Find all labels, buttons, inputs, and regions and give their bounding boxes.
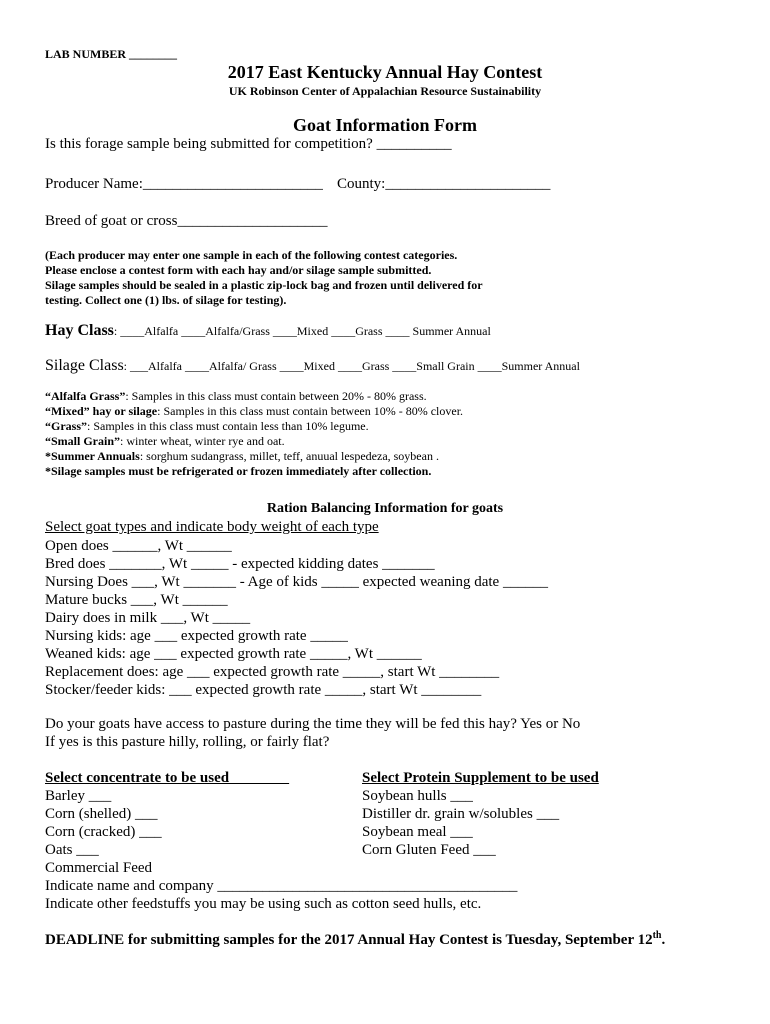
deadline-notice: DEADLINE for submitting samples for the 2017 Annual Hay Contest is Tuesday, September 12th. bbox=[45, 930, 666, 948]
instruction-line: (Each producer may enter one sample in each of the following contest categories. bbox=[45, 248, 458, 262]
name-company-field[interactable]: Indicate name and company ________________________________________ bbox=[45, 878, 518, 894]
hay-class-options[interactable]: : ____Alfalfa ____Alfalfa/Grass ____Mixed ____Grass ____ Summer Annual bbox=[113, 324, 491, 338]
ration-line-nursing-does[interactable]: Nursing Does ___, Wt _______ - Age of kids _____ expected weaning date ______ bbox=[45, 574, 548, 590]
ration-line-weaned-kids[interactable]: Weaned kids: age ___ expected growth rate _____, Wt ______ bbox=[45, 646, 422, 662]
concentrate-corn-cracked[interactable]: Corn (cracked) ___ bbox=[45, 824, 162, 840]
concentrate-barley[interactable]: Barley ___ bbox=[45, 788, 112, 804]
silage-class-label: Silage Class bbox=[45, 357, 124, 374]
protein-corn-gluten[interactable]: Corn Gluten Feed ___ bbox=[362, 842, 496, 858]
concentrate-heading: Select concentrate to be used bbox=[45, 770, 290, 786]
silage-class-options[interactable]: : ___Alfalfa ____Alfalfa/ Grass ____Mixed ____Grass ____Small Grain ____Summer Annual bbox=[123, 359, 580, 373]
ration-list[interactable] bbox=[45, 537, 548, 699]
protein-section[interactable] bbox=[362, 769, 599, 859]
breed-field[interactable]: Breed of goat or cross____________________ bbox=[45, 213, 328, 229]
ration-line-dairy-does[interactable]: Dairy does in milk ___, Wt _____ bbox=[45, 610, 251, 626]
form-title: Goat Information Form bbox=[293, 115, 477, 135]
instruction-line: Silage samples should be sealed in a plastic zip-lock bag and frozen until delivered for bbox=[45, 278, 483, 292]
concentrate-commercial-feed[interactable]: Commercial Feed bbox=[45, 860, 153, 876]
other-feedstuffs-field[interactable]: Indicate other feedstuffs you may be using such as cotton seed hulls, etc. bbox=[45, 896, 482, 912]
ration-line-replacement-does[interactable]: Replacement does: age ___ expected growth rate _____, start Wt ________ bbox=[45, 664, 500, 680]
concentrate-corn-shelled[interactable]: Corn (shelled) ___ bbox=[45, 806, 158, 822]
ration-line-open-does[interactable]: Open does ______, Wt ______ bbox=[45, 538, 232, 554]
contest-title: 2017 East Kentucky Annual Hay Contest bbox=[227, 62, 543, 82]
protein-heading: Select Protein Supplement to be used bbox=[362, 770, 599, 786]
protein-soybean-hulls[interactable]: Soybean hulls ___ bbox=[362, 788, 473, 804]
protein-soybean-meal[interactable]: Soybean meal ___ bbox=[362, 824, 473, 840]
ration-heading: Ration Balancing Information for goats bbox=[266, 501, 504, 516]
county-field[interactable]: County:______________________ bbox=[337, 176, 551, 192]
definition-line: “Small Grain”: winter wheat, winter rye and oat. bbox=[45, 434, 285, 448]
ration-line-nursing-kids[interactable]: Nursing kids: age ___ expected growth rate _____ bbox=[45, 628, 348, 644]
silage-class-row[interactable] bbox=[45, 357, 580, 375]
silage-note: *Silage samples must be refrigerated or frozen immediately after collection. bbox=[45, 464, 432, 478]
definition-line: *Summer Annuals: sorghum sudangrass, millet, teff, anuual lespedeza, soybean . bbox=[45, 449, 439, 463]
concentrate-oats[interactable]: Oats ___ bbox=[45, 842, 99, 858]
hay-class-row[interactable] bbox=[45, 322, 491, 340]
pasture-questions[interactable] bbox=[45, 715, 580, 751]
hay-class-label: Hay Class bbox=[45, 322, 114, 339]
pasture-access-question[interactable]: Do your goats have access to pasture during the time they will be fed this hay? Yes or No bbox=[45, 716, 581, 732]
ration-subheading: Select goat types and indicate body weight of each type bbox=[45, 519, 379, 535]
competition-question[interactable]: Is this forage sample being submitted for competition? __________ bbox=[45, 136, 452, 152]
definition-line: “Grass”: Samples in this class must contain less than 10% legume. bbox=[45, 419, 369, 433]
lab-number: LAB NUMBER ________ bbox=[45, 47, 178, 61]
ration-line-mature-bucks[interactable]: Mature bucks ___, Wt ______ bbox=[45, 592, 228, 608]
contest-subtitle: UK Robinson Center of Appalachian Resource Sustainability bbox=[228, 84, 542, 98]
class-definitions bbox=[45, 389, 463, 479]
definition-line: “Alfalfa Grass”: Samples in this class must contain between 20% - 80% grass. bbox=[45, 389, 427, 403]
protein-distiller-grain[interactable]: Distiller dr. grain w/solubles ___ bbox=[362, 806, 560, 822]
ration-line-stocker-kids[interactable]: Stocker/feeder kids: ___ expected growth rate _____, start Wt ________ bbox=[45, 682, 482, 698]
ration-line-bred-does[interactable]: Bred does _______, Wt _____ - expected kidding dates _______ bbox=[45, 556, 435, 572]
instruction-line: Please enclose a contest form with each hay and/or silage sample submitted. bbox=[45, 263, 432, 277]
pasture-terrain-question[interactable]: If yes is this pasture hilly, rolling, or fairly flat? bbox=[45, 734, 330, 750]
instructions bbox=[45, 248, 483, 308]
instruction-line: testing. Collect one (1) lbs. of silage for testing). bbox=[45, 293, 287, 307]
producer-name-field[interactable]: Producer Name:________________________ bbox=[45, 176, 323, 192]
definition-line: “Mixed” hay or silage: Samples in this class must contain between 10% - 80% clover. bbox=[45, 404, 464, 418]
